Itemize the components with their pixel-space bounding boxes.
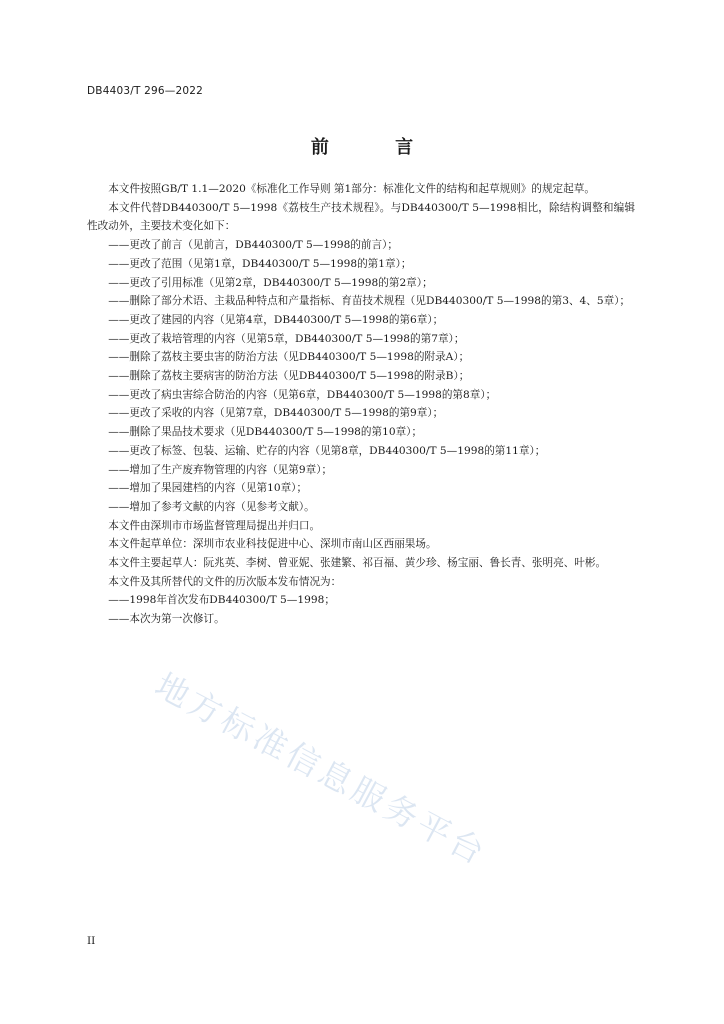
list-item: ——更改了引用标准（见第2章，DB440300/T 5—1998的第2章）； [108,276,433,289]
list-item: ——更改了建园的内容（见第4章，DB440300/T 5—1998的第6章）； [108,313,444,326]
section-title: 前 言 [310,137,444,158]
paragraph: 本文件代替DB440300/T 5—1998《荔枝生产技术规程》。与DB440300/T 5—1998相比，除结构调整和编辑性改动外，主要技术变化如下： [87,201,635,233]
document-code: DB4403/T 296—2022 [87,85,203,97]
list-item: ——增加了生产废弃物管理的内容（见第9章）； [108,463,333,476]
page-number: II [87,935,96,947]
document-body [87,180,635,629]
list-item: ——更改了病虫害综合防治的内容（见第6章，DB440300/T 5—1998的第8章）； [108,388,497,401]
list-item: ——删除了荔枝主要虫害的防治方法（见DB440300/T 5—1998的附录A）； [108,351,470,364]
list-item: ——更改了采收的内容（见第7章，DB440300/T 5—1998的第9章）； [108,407,444,420]
list-item: ——增加了参考文献的内容（见参考文献）。 [108,500,315,513]
paragraph: 本文件起草单位：深圳市农业科技促进中心、深圳市南山区西丽果场。 [108,538,437,551]
paragraph: 本文件按照GB/T 1.1—2020《标准化工作导则 第1部分：标准化文件的结构和起草规则》的规定起草。 [108,183,595,195]
list-item: ——删除了部分术语、主栽品种特点和产量指标、育苗技术规程（见DB440300/T 5—1998的第3、4、5章）； [108,295,631,308]
list-item: ——更改了范围（见第1章，DB440300/T 5—1998的第1章）； [108,257,412,270]
list-item: ——1998年首次发布DB440300/T 5—1998； [108,594,335,607]
paragraph: 本文件及其所替代的文件的历次版本发布情况为： [108,575,342,588]
list-item: ——更改了标签、包装、运输、贮存的内容（见第8章，DB440300/T 5—1998的第11章）； [108,444,546,457]
paragraph: 本文件主要起草人：阮兆英、李树、曾亚妮、张建繁、祁百福、黄少珍、杨宝丽、鲁长青、张明亮、叶彬。 [108,557,607,570]
list-item: ——更改了前言（见前言，DB440300/T 5—1998的前言）； [108,239,398,252]
list-item: ——删除了果品技术要求（见DB440300/T 5—1998的第10章）； [108,426,423,439]
paragraph: 本文件由深圳市市场监督管理局提出并归口。 [108,519,321,532]
watermark: 地方标准信息服务平台 [148,665,494,874]
list-item: ——删除了荔枝主要病害的防治方法（见DB440300/T 5—1998的附录B）； [108,370,470,383]
list-item: ——增加了果园建档的内容（见第10章）； [108,482,308,495]
list-item: ——更改了栽培管理的内容（见第5章，DB440300/T 5—1998的第7章）； [108,332,465,345]
list-item: ——本次为第一次修订。 [108,613,225,626]
